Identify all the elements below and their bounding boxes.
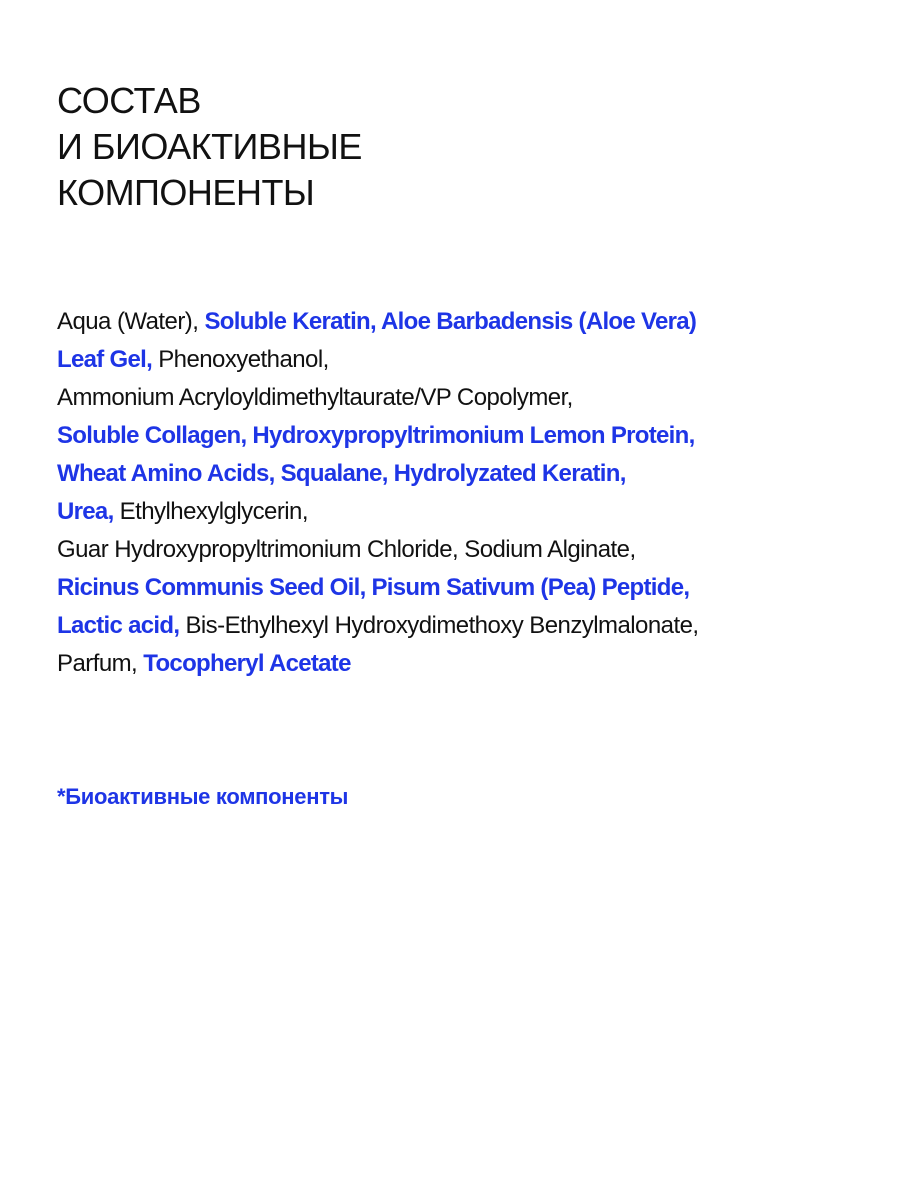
ingredients-line-9: [57, 607, 877, 645]
ingredients-line-10: [57, 645, 877, 683]
ingredients-line-8: [57, 569, 877, 607]
ingredients-line-4: [57, 417, 877, 455]
ingredient-text: Phenoxyethanol,: [152, 346, 329, 373]
bioactive-ingredient: Soluble Collagen, Hydroxypropyltrimonium Lemon Protein,: [57, 422, 695, 449]
ingredients-line-5: [57, 455, 877, 493]
bioactive-ingredient: Soluble Keratin, Aloe Barbadensis (Aloe Vera): [204, 308, 697, 335]
ingredients-line-3: [57, 379, 877, 417]
ingredients-line-1: [57, 303, 877, 341]
bioactive-ingredient: Urea,: [57, 498, 114, 525]
ingredients-list: [57, 303, 877, 683]
ingredients-line-7: [57, 531, 877, 569]
ingredients-line-6: [57, 493, 877, 531]
title-line-1: СОСТАВ: [57, 80, 201, 121]
bioactive-footnote: *Биоактивные компоненты: [57, 784, 349, 809]
ingredient-text: Parfum,: [57, 650, 144, 677]
bioactive-ingredient: Wheat Amino Acids, Squalane, Hydrolyzated Keratin,: [57, 460, 626, 487]
ingredient-text: Ethylhexylglycerin,: [113, 498, 308, 525]
ingredient-text: Guar Hydroxypropyltrimonium Chloride, Sodium Alginate,: [57, 536, 636, 563]
bioactive-ingredient: Lactic acid,: [57, 612, 180, 639]
title-line-3: КОМПОНЕНТЫ: [57, 172, 315, 213]
title-line-2: И БИОАКТИВНЫЕ: [57, 126, 362, 167]
page-title: [57, 78, 362, 216]
bioactive-ingredient: Tocopheryl Acetate: [143, 650, 351, 677]
ingredient-text: Ammonium Acryloyldimethyltaurate/VP Copolymer,: [57, 384, 573, 411]
ingredient-text: Bis-Ethylhexyl Hydroxydimethoxy Benzylmalonate,: [179, 612, 699, 639]
bioactive-ingredient: Leaf Gel,: [57, 346, 153, 373]
ingredients-line-2: [57, 341, 877, 379]
ingredient-text: Aqua (Water),: [57, 308, 205, 335]
bioactive-ingredient: Ricinus Communis Seed Oil, Pisum Sativum (Pea) Peptide,: [57, 574, 690, 601]
